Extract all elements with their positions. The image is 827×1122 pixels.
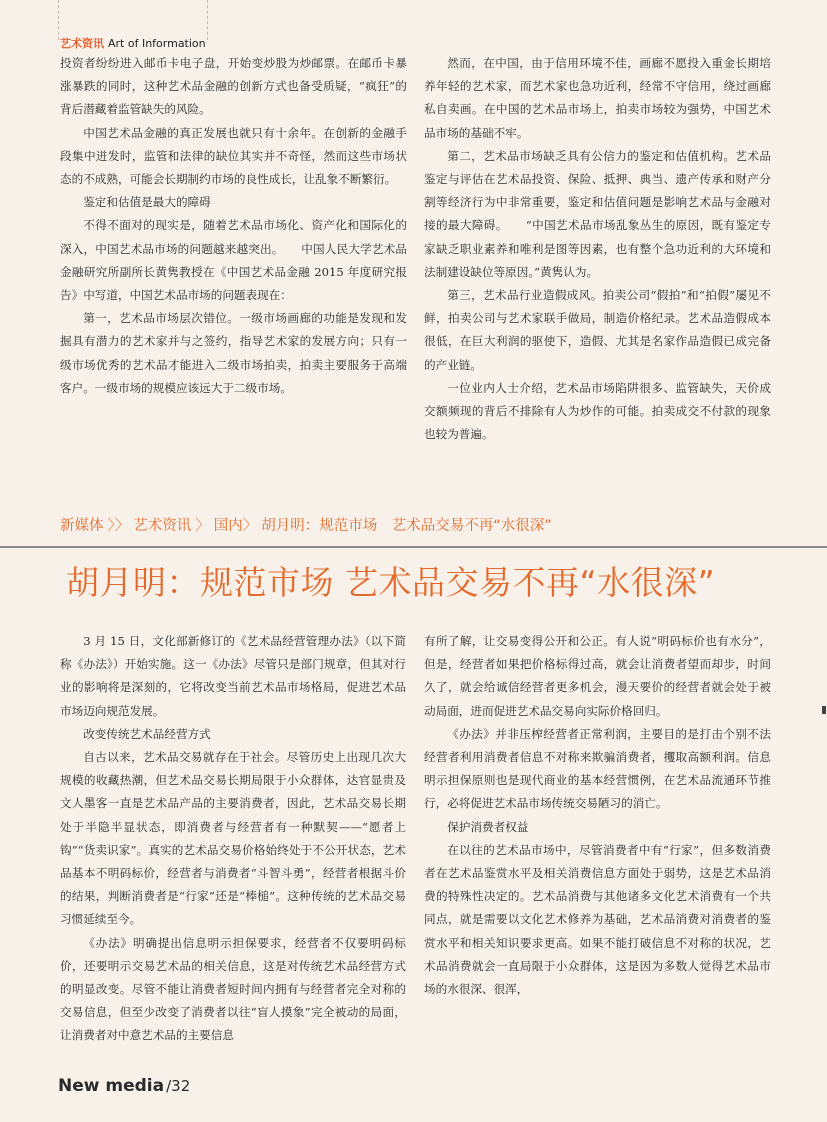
paragraph: 有所了解，让交易变得公开和公正。有人说“明码标价也有水分”，但是，经营者如果把价格标得过高，就会让消费者望而却步，时间久了，就会给诚信经营者更多机会，漫天要价的经营者就会处于被动局面，进而促进艺术品交易向实际价格回归。	[424, 634, 771, 718]
paragraph: 不得不面对的现实是，随着艺术品市场化、资产化和国际化的深入，中国艺术品市场的问题越来越突出。 中国人民大学艺术品金融研究所副所长黄隽教授在《中国艺术品金融 2015 年度研究报告》中写道，中国艺术品市场的问题表现在：	[60, 218, 407, 303]
magazine-logo: New media	[58, 1076, 165, 1096]
paragraph: 第三，艺术品行业造假成风。拍卖公司“假拍”和“拍假”屡见不鲜，拍卖公司与艺术家联手做局，制造价格纪录。艺术品造假成本很低，在巨大利润的驱使下，造假、尤其是名家作品造假已成完备的产业链。	[424, 288, 771, 372]
paragraph: 中国艺术品金融的真正发展也就只有十余年。在创新的金融手段集中迸发时，监管和法律的缺位其实并不奇怪，然而这些市场状态的不成熟，可能会长期制约市场的良性成长，让乱象不断繁衍。	[60, 125, 407, 187]
breadcrumb-separator: 〉〉	[107, 518, 130, 534]
subheading: 改变传统艺术品经营方式	[83, 726, 211, 741]
paragraph: 第一，艺术品市场层次错位。一级市场画廊的功能是发现和发掘具有潜力的艺术家并与之签约，指导艺术家的发展方向；只有一级市场优秀的艺术品才能进入二级市场拍卖，拍卖主要服务于高端客户。一级市场的规模应该远大于二级市场。	[60, 311, 407, 395]
breadcrumb-item-new-media[interactable]: 新媒体	[60, 518, 104, 534]
edge-mark	[822, 706, 826, 714]
paragraph: 在以往的艺术品市场中，尽管消费者中有“行家”，但多数消费者在艺术品鉴赏水平及相关消费信息方面处于弱势，这是艺术品消费的特殊性决定的。艺术品消费与其他诸多文化艺术消费有一个共同点，就是需要以文化艺术修养为基础，艺术品消费对消费者的鉴赏水平和相关知识要求更高。如果不能打破信息不对称的状况，艺术品消费就会一直局限于小众群体，这是因为多数人觉得艺术品市场的水很深、很浑，	[424, 842, 771, 997]
paragraph: 一位业内人士介绍，艺术品市场陷阱很多、监管缺失，天价成交额频现的背后不排除有人为炒作的可能。拍卖成交不付款的现象也较为普遍。	[424, 380, 771, 442]
top-right-column	[424, 52, 771, 478]
paragraph: 第二，艺术品市场缺乏具有公信力的鉴定和估值机构。艺术品鉴定与评估在艺术品投资、保险、抵押、典当、遗产传承和财产分割等经济行为中非常重要，鉴定和估值问题是影响艺术品与金融对接的最大障碍。 “中国艺术品市场乱象丛生的原因，既有鉴定专家缺乏职业素养和唯利是图等因素，也有整个急功近利的大环境和法制建设缺位等原因。”黄隽认为。	[424, 148, 771, 279]
paragraph: 《办法》明确提出信息明示担保要求，经营者不仅要明码标价，还要明示交易艺术品的相关信息，这是对传统艺术品经营方式的明显改变。尽管不能让消费者短时间内拥有与经营者完全对称的交易信息，但至少改变了消费者以往“盲人摸象”完全被动的局面，让消费者对中意艺术品的主要信息	[60, 935, 406, 1043]
paragraph: 3 月 15 日，文化部新修订的《艺术品经营管理办法》（以下简称《办法》）开始实施。这一《办法》尽管只是部门规章，但其对行业的影响将是深刻的，它将改变当前艺术品市场格局，促进艺术品市场迈向规范发展。	[60, 634, 406, 718]
paragraph: 投资者纷纷进入邮币卡电子盘，开始变炒股为炒邮票。在邮币卡暴涨暴跌的同时，这种艺术品金融的创新方式也备受质疑，“疯狂”的背后潜藏着监管缺失的风险。	[60, 56, 407, 117]
section-tag	[60, 37, 206, 51]
breadcrumb-item-art-news[interactable]: 艺术资讯	[133, 518, 192, 534]
subheading: 鉴定和估值是最大的障碍	[83, 195, 211, 210]
section-tag-en: Art of Information	[108, 37, 206, 50]
footer	[58, 1076, 190, 1096]
breadcrumb-separator: 〉	[195, 518, 210, 534]
article-title: 胡月明：规范市场 艺术品交易不再“水很深”	[66, 563, 716, 602]
paragraph: 然而，在中国，由于信用环境不佳，画廊不愿投入重金长期培养年轻的艺术家，而艺术家也急功近利，经常不守信用，绕过画廊私自卖画。在中国的艺术品市场上，拍卖市场较为强势，中国艺术品市场的基础不牢。	[424, 56, 771, 140]
page-number: /32	[166, 1077, 191, 1095]
paragraph: 《办法》并非压榨经营者正常利润，主要目的是打击个别不法经营者利用消费者信息不对称来欺骗消费者，攫取高额利润。信息明示担保原则也是现代商业的基本经营惯例，在艺术品流通环节推行，必将促进艺术品市场传统交易陋习的消亡。	[424, 726, 771, 811]
divider	[0, 546, 827, 548]
paragraph: 自古以来，艺术品交易就存在于社会。尽管历史上出现几次大规模的收藏热潮，但艺术品交易长期局限于小众群体，达官显贵及文人墨客一直是艺术品产品的主要消费者，因此，艺术品交易长期处于半隐半显状态，即消费者与经营者有一种默契——“愿者上钩”“货卖识家”。真实的艺术品交易价格始终处于不公开状态，艺术品基本不明码标价，经营者与消费者“斗智斗勇”，经营者根据斗价的结果，判断消费者是“行家”还是“棒槌”。这种传统的艺术品交易习惯延续至今。	[60, 750, 406, 927]
bottom-left-column	[60, 630, 406, 1070]
section-tag-cn: 艺术资讯	[60, 37, 104, 50]
breadcrumb-item-article: 胡月明：规范市场 艺术品交易不再“水很深”	[261, 518, 552, 534]
breadcrumb	[60, 516, 800, 536]
breadcrumb-item-domestic[interactable]: 国内〉	[213, 518, 258, 534]
corner-decoration	[58, 0, 208, 40]
bottom-right-column	[424, 630, 771, 1070]
subheading: 保护消费者权益	[447, 819, 529, 834]
top-left-column	[60, 52, 407, 478]
